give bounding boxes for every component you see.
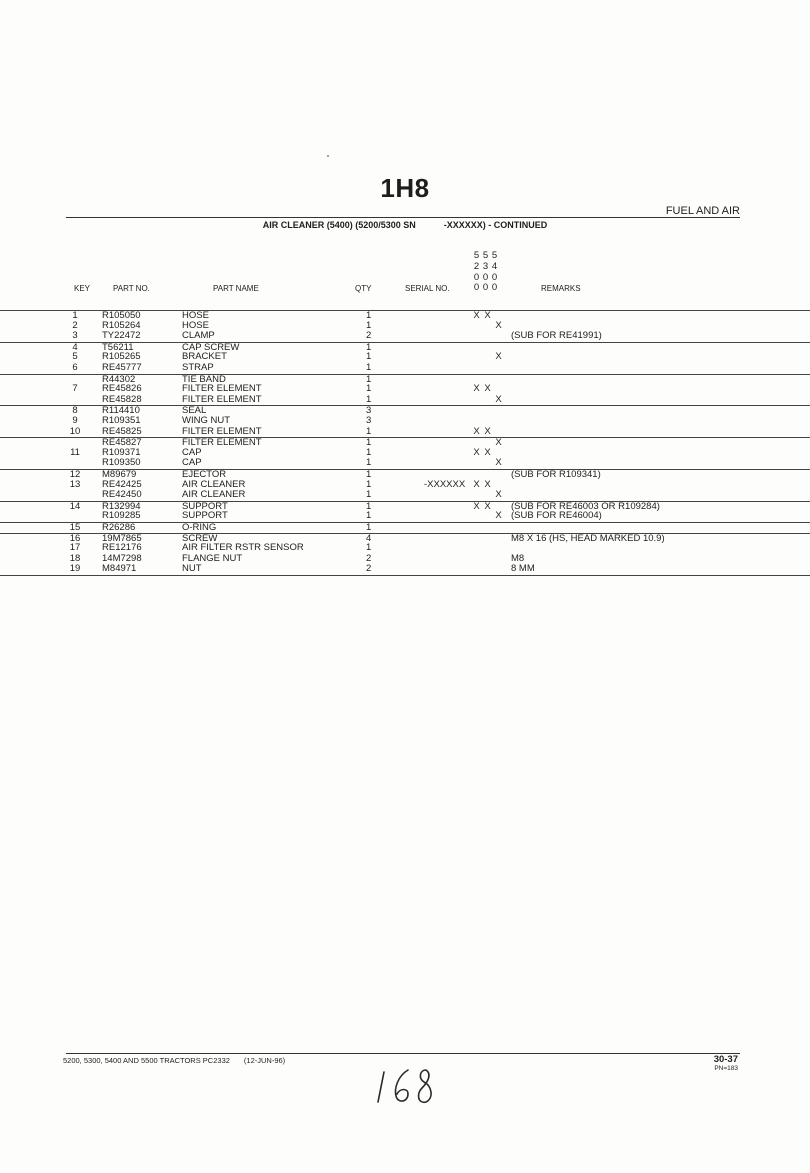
table-row [0, 395, 810, 406]
row-model-mark: X [495, 393, 502, 405]
row-qty: 4 [366, 532, 372, 544]
header-qty: QTY [355, 284, 372, 293]
header-key: KEY [74, 284, 91, 293]
row-part-no: R105265 [102, 351, 141, 363]
row-remarks: (SUB FOR R109341) [511, 469, 601, 480]
row-model-mark: X [484, 500, 491, 512]
row-key: 13 [69, 478, 81, 490]
row-key: 14 [69, 500, 81, 512]
row-model-mark: X [484, 478, 491, 490]
row-model-mark: X [484, 425, 491, 437]
row-model-mark: X [473, 446, 480, 458]
row-key: 6 [72, 362, 78, 373]
row-part-name: TIE BAND [182, 373, 226, 385]
scan-speck [327, 155, 329, 157]
subtitle-left: AIR CLEANER (5400) (5200/5300 SN [262, 220, 416, 230]
row-part-no: RE42450 [102, 489, 142, 501]
row-part-name: FILTER ELEMENT [182, 393, 262, 405]
row-key: 19 [69, 563, 81, 575]
row-key: 5 [72, 351, 78, 363]
row-qty: 1 [366, 510, 372, 522]
row-part-no: R109371 [102, 446, 141, 458]
table-row [0, 331, 810, 342]
header-serial-no: SERIAL NO. [405, 284, 450, 293]
row-part-name: EJECTOR [182, 469, 227, 480]
row-model-mark: X [484, 446, 491, 458]
row-key: 1 [72, 310, 78, 321]
row-part-name: FLANGE NUT [182, 552, 243, 564]
row-key: 15 [69, 522, 81, 533]
row-remarks: M8 X 16 (HS, HEAD MARKED 10.9) [511, 532, 665, 544]
row-part-no: RE45827 [102, 437, 142, 449]
row-key: 9 [72, 415, 78, 426]
row-part-name: CAP SCREW [182, 341, 240, 353]
row-qty: 1 [366, 341, 372, 353]
row-part-no: RE45826 [102, 383, 142, 395]
row-part-name: FILTER ELEMENT [182, 425, 262, 437]
row-qty: 1 [366, 542, 372, 554]
row-key: 18 [69, 552, 81, 564]
row-part-no: M89679 [102, 469, 137, 480]
serial-digit: 0 [482, 282, 489, 294]
row-part-name: HOSE [182, 319, 209, 331]
header-remarks: REMARKS [541, 284, 581, 293]
row-qty: 1 [366, 478, 372, 490]
row-qty: 3 [366, 415, 372, 426]
header-part-name: PART NAME [213, 284, 259, 293]
row-part-no: R44302 [102, 373, 136, 385]
row-qty: 3 [366, 405, 372, 417]
row-part-no: RE45828 [102, 393, 142, 405]
serial-digit: 0 [482, 271, 489, 283]
page-title: 1H8 [380, 173, 430, 203]
table-row [0, 511, 810, 522]
table-row [0, 490, 810, 501]
row-qty: 1 [366, 446, 372, 458]
row-part-name: FILTER ELEMENT [182, 437, 262, 449]
row-part-name: CAP [182, 457, 202, 469]
row-part-no: TY22472 [102, 330, 141, 342]
row-key: 8 [72, 405, 78, 417]
header-part-no: PART NO. [113, 284, 150, 293]
row-qty: 1 [366, 310, 372, 321]
serial-digit: 0 [491, 271, 498, 283]
row-part-name: CAP [182, 446, 202, 458]
footer-page-number: 30-37 [713, 1054, 738, 1065]
row-qty: 1 [366, 457, 372, 469]
row-key: 4 [72, 341, 78, 353]
row-qty: 1 [366, 373, 372, 385]
row-qty: 1 [366, 469, 372, 480]
row-key: 3 [72, 330, 78, 342]
row-key: 7 [72, 383, 78, 395]
row-key: 10 [69, 425, 81, 437]
row-qty: 2 [366, 330, 372, 342]
table-row [0, 363, 810, 374]
row-remarks: (SUB FOR RE41991) [511, 330, 602, 342]
row-qty: 1 [366, 393, 372, 405]
row-remarks: (SUB FOR RE46003 OR R109284) [511, 500, 660, 512]
row-qty: 1 [366, 351, 372, 363]
row-part-name: NUT [182, 563, 202, 575]
row-model-mark: X [473, 310, 480, 321]
header-rule [66, 217, 740, 218]
row-part-name: BRACKET [182, 351, 227, 363]
row-serial: -XXXXXX [424, 478, 466, 490]
row-model-mark: X [473, 478, 480, 490]
row-part-no: R26286 [102, 522, 136, 533]
row-qty: 1 [366, 500, 372, 512]
row-qty: 1 [366, 522, 372, 533]
serial-digit: 2 [473, 260, 480, 272]
row-model-mark: X [473, 500, 480, 512]
row-part-name: O-RING [182, 522, 217, 533]
table-row [0, 427, 810, 438]
section-tag: FUEL AND AIR [665, 205, 740, 217]
row-qty: 2 [366, 563, 372, 575]
row-part-no: 14M7298 [102, 552, 142, 564]
row-part-name: AIR FILTER RSTR SENSOR [182, 542, 304, 554]
row-part-name: CLAMP [182, 330, 215, 342]
row-model-mark: X [495, 457, 502, 469]
row-key: 17 [69, 542, 81, 554]
row-key: 2 [72, 319, 78, 331]
row-part-no: R109285 [102, 510, 141, 522]
row-part-no: R114410 [102, 405, 140, 417]
row-part-name: WING NUT [182, 415, 231, 426]
table-row [0, 416, 810, 427]
serial-digit-row [472, 262, 499, 273]
row-qty: 1 [366, 362, 372, 373]
serial-digit: 5 [473, 250, 480, 261]
row-part-no: RE45777 [102, 362, 142, 373]
row-qty: 1 [366, 383, 372, 395]
table-row [0, 458, 810, 469]
row-qty: 1 [366, 319, 372, 331]
table-row [0, 564, 810, 576]
row-model-mark: X [473, 383, 480, 395]
row-model-mark: X [484, 383, 491, 395]
row-model-mark: X [495, 351, 502, 363]
row-part-no: R109351 [102, 415, 141, 426]
row-part-name: SEAL [182, 405, 207, 417]
row-part-no: RE12176 [102, 542, 142, 554]
row-part-name: AIR CLEANER [182, 489, 246, 501]
row-part-name: SUPPORT [182, 510, 228, 522]
row-part-name: SUPPORT [182, 500, 228, 512]
row-model-mark: X [473, 425, 480, 437]
row-qty: 2 [366, 552, 372, 564]
serial-digit: 0 [491, 282, 498, 294]
handwritten-page-number [370, 1058, 450, 1108]
row-qty: 1 [366, 489, 372, 501]
row-part-no: R105264 [102, 319, 141, 331]
row-qty: 1 [366, 425, 372, 437]
serial-digit: 3 [482, 260, 489, 272]
footer-left [63, 1056, 285, 1065]
row-key: 11 [70, 446, 80, 458]
row-part-name: HOSE [182, 310, 209, 321]
row-qty: 1 [366, 437, 372, 449]
row-part-no: M84971 [102, 563, 137, 575]
footer-model: 5200, 5300, 5400 AND 5500 TRACTORS PC2332 [63, 1056, 230, 1065]
row-key: 12 [69, 469, 81, 480]
subtitle [0, 220, 810, 230]
row-model-mark: X [495, 489, 502, 501]
row-part-name: AIR CLEANER [182, 478, 246, 490]
row-model-mark: X [495, 510, 502, 522]
row-remarks: M8 [511, 552, 525, 564]
row-model-mark: X [495, 437, 502, 449]
row-part-no: R109350 [102, 457, 141, 469]
serial-digit: 0 [473, 271, 480, 283]
row-part-name: SCREW [182, 532, 218, 544]
serial-digit: 5 [482, 250, 489, 261]
row-model-mark: X [484, 310, 491, 321]
serial-digit-row [472, 283, 499, 294]
row-part-name: STRAP [182, 362, 214, 373]
subtitle-right: -XXXXXX) - CONTINUED [443, 220, 548, 230]
row-part-no: R105050 [102, 310, 141, 321]
row-key: 16 [69, 532, 81, 544]
serial-digit: 5 [491, 250, 498, 261]
row-remarks: (SUB FOR RE46004) [511, 510, 602, 522]
footer-pn: PN=183 [714, 1065, 738, 1072]
row-model-mark: X [495, 319, 502, 331]
row-part-no: T56211 [102, 341, 134, 353]
footer-rule [66, 1053, 740, 1054]
serial-digit: 0 [473, 282, 480, 294]
row-part-name: FILTER ELEMENT [182, 383, 262, 395]
serial-column-digits [472, 251, 499, 294]
row-part-no: 19M7865 [102, 532, 142, 544]
row-part-no: R132994 [102, 500, 141, 512]
footer-date: (12-JUN-96) [243, 1056, 286, 1065]
row-part-no: RE45825 [102, 425, 142, 437]
row-remarks: 8 MM [511, 563, 535, 575]
serial-digit: 4 [491, 260, 498, 272]
row-part-no: RE42425 [102, 478, 142, 490]
